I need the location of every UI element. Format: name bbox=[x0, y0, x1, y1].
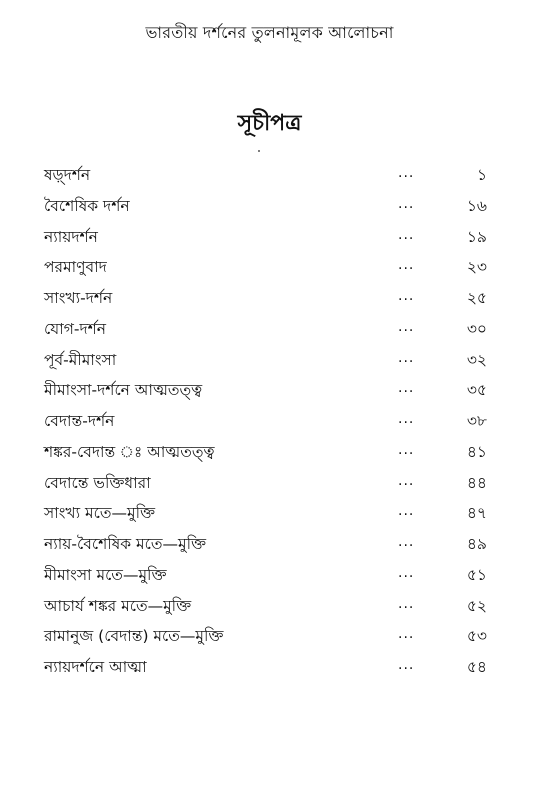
toc-entry-label: শঙ্কর-বেদান্ত ঃ আত্মতত্ত্ব bbox=[44, 442, 215, 461]
toc-entry bbox=[0, 469, 539, 500]
toc-entry-label: যোগ-দর্শন bbox=[44, 319, 107, 338]
toc-entry-page: ১৬ bbox=[466, 196, 487, 215]
toc-entry-label: বেদান্ত-দর্শন bbox=[44, 412, 115, 430]
toc-entry-leader: ... bbox=[398, 226, 415, 243]
toc-entry-leader: ... bbox=[398, 472, 415, 489]
toc-entry-leader: ... bbox=[398, 288, 415, 304]
toc-entry-label: সাংখ্য-দর্শন bbox=[44, 289, 113, 307]
toc-entry bbox=[0, 315, 539, 346]
toc-entry bbox=[0, 253, 539, 284]
toc-entry-page: ৪১ bbox=[466, 442, 487, 461]
toc-entry-leader: ... bbox=[398, 257, 415, 274]
toc-entry-page: ৩৮ bbox=[466, 412, 487, 430]
toc-entry bbox=[0, 592, 539, 623]
toc-list bbox=[0, 161, 539, 684]
toc-entry-page: ১৯ bbox=[466, 227, 487, 246]
toc-entry bbox=[0, 284, 539, 315]
toc-entry-leader: ... bbox=[398, 411, 415, 427]
toc-entry-label: ন্যায়-বৈশেষিক মতে—মুক্তি bbox=[44, 535, 207, 553]
toc-entry-page: ২৩ bbox=[466, 258, 487, 277]
toc-entry-leader: ... bbox=[398, 441, 415, 458]
toc-entry-label: বেদান্তে ভক্তিধারা bbox=[44, 473, 151, 492]
toc-entry-page: ৪৭ bbox=[466, 504, 487, 523]
toc-entry-label: ষড়্দর্শন bbox=[44, 166, 91, 184]
toc-entry-label: পরমাণুবাদ bbox=[44, 258, 107, 277]
toc-entry bbox=[0, 346, 539, 377]
toc-entry bbox=[0, 376, 539, 407]
toc-entry-leader: ... bbox=[398, 165, 415, 181]
toc-entry-leader: ... bbox=[398, 318, 415, 335]
toc-entry-label: বৈশেষিক দর্শন bbox=[44, 196, 130, 215]
toc-entry-leader: ... bbox=[398, 503, 415, 520]
toc-entry bbox=[0, 561, 539, 592]
toc-entry-page: ৫৩ bbox=[466, 627, 487, 646]
toc-entry-label: রামানুজ (বেদান্ত) মতে—মুক্তি bbox=[44, 627, 224, 646]
toc-entry-page: ৫১ bbox=[466, 565, 487, 584]
toc-entry bbox=[0, 499, 539, 530]
print-speck bbox=[258, 150, 260, 152]
toc-entry-page: ৩০ bbox=[466, 319, 487, 338]
toc-entry-page: ৫২ bbox=[466, 596, 487, 615]
toc-entry-label: পূর্ব-মীমাংসা bbox=[44, 350, 117, 369]
toc-entry bbox=[0, 653, 539, 684]
toc-entry-label: মীমাংসা মতে—মুক্তি bbox=[44, 565, 167, 584]
toc-entry bbox=[0, 530, 539, 561]
toc-entry-page: ৩৫ bbox=[466, 381, 487, 400]
toc-entry-label: আচার্য শঙ্কর মতে—মুক্তি bbox=[44, 596, 192, 615]
toc-entry-leader: ... bbox=[398, 595, 415, 612]
toc-entry-page: ৩২ bbox=[466, 350, 487, 369]
toc-entry bbox=[0, 223, 539, 254]
toc-entry bbox=[0, 192, 539, 223]
toc-entry-page: ৪৪ bbox=[466, 473, 487, 492]
toc-entry-label: সাংখ্য মতে—মুক্তি bbox=[44, 504, 156, 523]
toc-entry-label: ন্যায়দর্শনে আত্মা bbox=[44, 658, 147, 676]
toc-entry-leader: ... bbox=[398, 626, 415, 643]
toc-entry bbox=[0, 622, 539, 653]
toc-entry-label: ন্যায়দর্শন bbox=[44, 227, 98, 246]
toc-entry-page: ৫৪ bbox=[466, 658, 487, 676]
toc-entry-leader: ... bbox=[398, 195, 415, 212]
toc-entry-leader: ... bbox=[398, 564, 415, 581]
toc-entry bbox=[0, 407, 539, 438]
toc-title: সূচীপত্র bbox=[237, 111, 302, 136]
toc-entry bbox=[0, 438, 539, 469]
toc-entry-page: ১ bbox=[476, 166, 487, 184]
toc-entry-leader: ... bbox=[398, 534, 415, 550]
toc-entry-leader: ... bbox=[398, 349, 415, 366]
toc-entry-page: ২৫ bbox=[466, 289, 487, 307]
toc-entry-page: ৪৯ bbox=[466, 535, 487, 553]
running-header: ভারতীয় দর্শনের তুলনামূলক আলোচনা bbox=[145, 23, 394, 42]
toc-entry-leader: ... bbox=[398, 657, 415, 673]
toc-entry bbox=[0, 161, 539, 192]
toc-entry-label: মীমাংসা-দর্শনে আত্মতত্ত্ব bbox=[44, 381, 203, 400]
toc-entry-leader: ... bbox=[398, 380, 415, 397]
